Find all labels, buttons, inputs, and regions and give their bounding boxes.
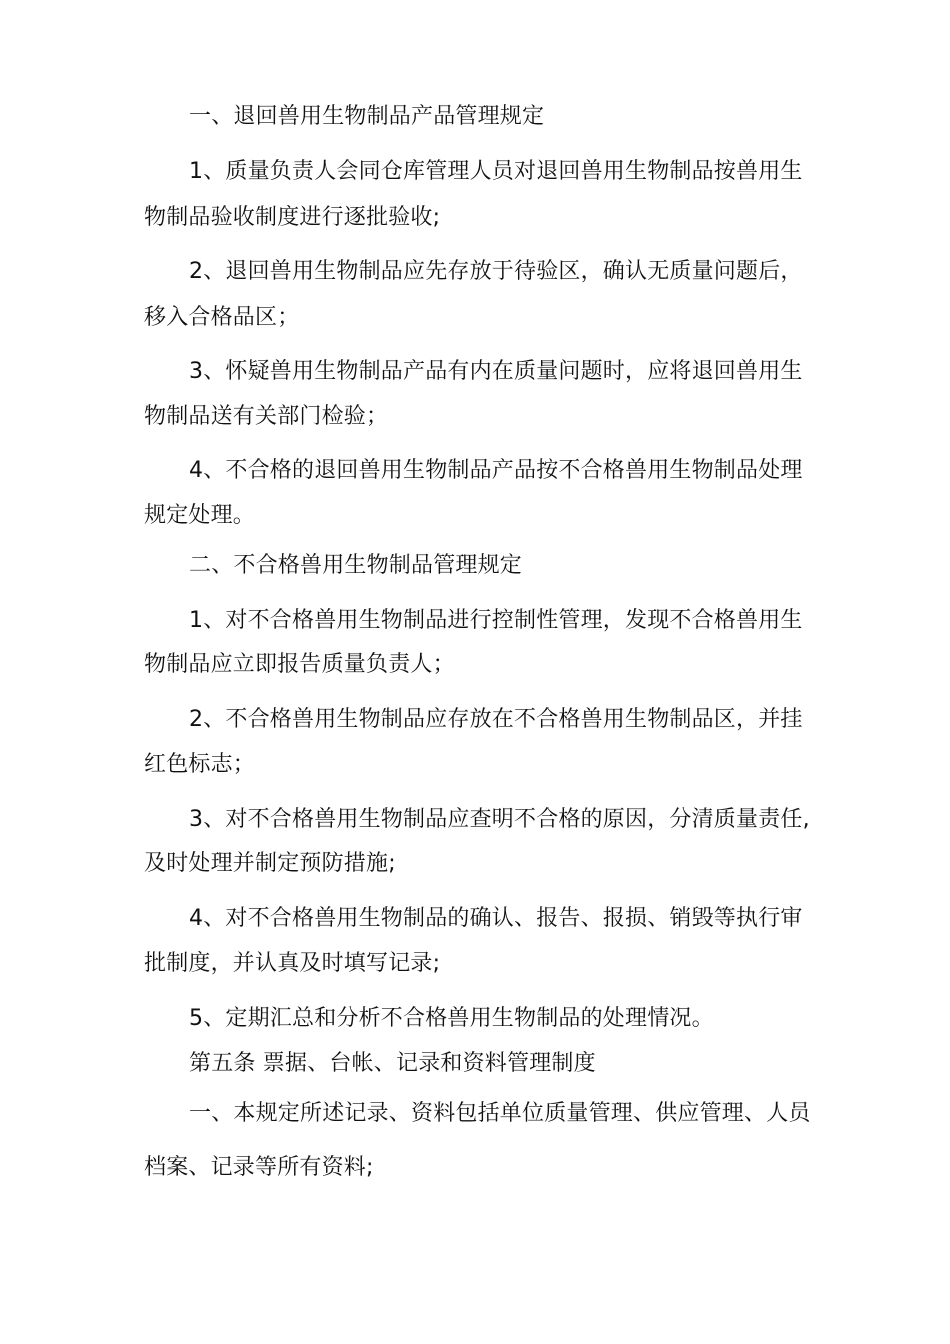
paragraph-line: 规定处理。 bbox=[144, 503, 256, 528]
paragraph-line: 2、不合格兽用生物制品应存放在不合格兽用生物制品区，并挂 bbox=[189, 707, 803, 732]
paragraph-line: 5、定期汇总和分析不合格兽用生物制品的处理情况。 bbox=[189, 1006, 714, 1031]
paragraph-line: 1、对不合格兽用生物制品进行控制性管理，发现不合格兽用生 bbox=[189, 608, 803, 633]
paragraph-line: 物制品送有关部门检验； bbox=[144, 404, 389, 429]
section-heading: 二、不合格兽用生物制品管理规定 bbox=[189, 553, 523, 578]
paragraph-line: 及时处理并制定预防措施; bbox=[144, 851, 396, 876]
paragraph-line: 移入合格品区； bbox=[144, 305, 300, 330]
section-heading: 一、退回兽用生物制品产品管理规定 bbox=[189, 104, 545, 129]
paragraph-line: 物制品应立即报告质量负责人； bbox=[144, 652, 455, 677]
paragraph-line: 1、质量负责人会同仓库管理人员对退回兽用生物制品按兽用生 bbox=[189, 159, 803, 184]
paragraph-line: 红色标志； bbox=[144, 752, 256, 777]
paragraph-line: 3、对不合格兽用生物制品应查明不合格的原因，分清质量责任, bbox=[189, 807, 810, 832]
paragraph-line: 批制度，并认真及时填写记录; bbox=[144, 951, 441, 976]
paragraph-line: 物制品验收制度进行逐批验收; bbox=[144, 205, 441, 230]
paragraph-line: 4、对不合格兽用生物制品的确认、报告、报损、销毁等执行审 bbox=[189, 906, 803, 931]
paragraph-line: 4、不合格的退回兽用生物制品产品按不合格兽用生物制品处理 bbox=[189, 458, 803, 483]
paragraph-line: 2、退回兽用生物制品应先存放于待验区，确认无质量问题后， bbox=[189, 259, 803, 284]
article-heading: 第五条 票据、台帐、记录和资料管理制度 bbox=[189, 1051, 596, 1076]
paragraph-line: 3、怀疑兽用生物制品产品有内在质量问题时，应将退回兽用生 bbox=[189, 359, 803, 384]
paragraph-line: 档案、记录等所有资料; bbox=[144, 1155, 374, 1180]
paragraph-line: 一、本规定所述记录、资料包括单位质量管理、供应管理、人员 bbox=[189, 1101, 811, 1126]
